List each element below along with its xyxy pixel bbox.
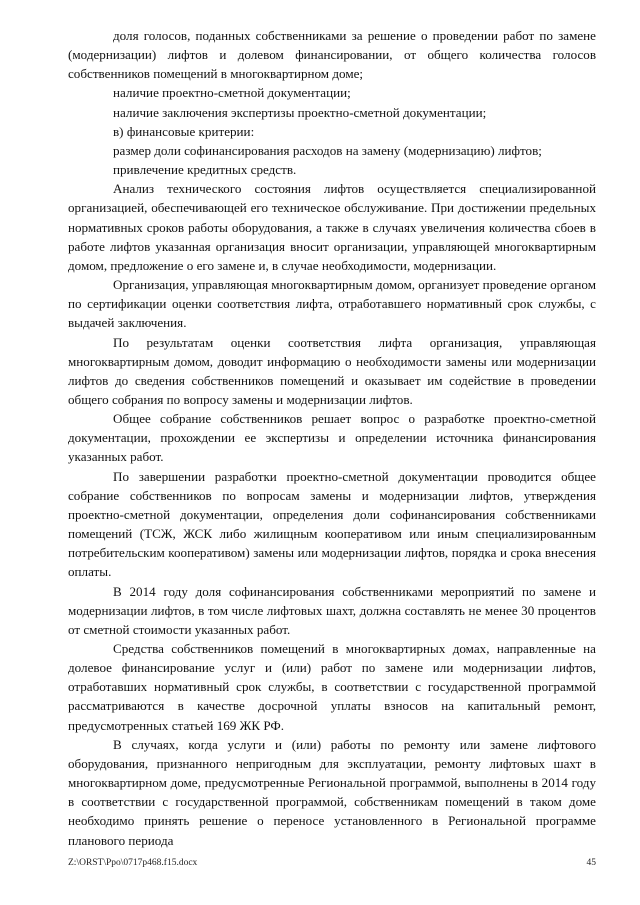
paragraph: По результатам оценки соответствия лифта организация, управляющая многоквартирным домом, доводит информацию о необходимости замены или модернизации лифтов до сведения собственников помещений и оказывает им содействие в проведении общего собрания по вопросу замены и модернизации лифтов. [68,334,596,407]
paragraph: размер доли софинансирования расходов на замену (модернизацию) лифтов; [113,142,542,158]
paragraph: доля голосов, поданных собственниками за решение о проведении работ по замене (модернизации) лифтов и долевом финансировании, от общего количества голосов собственников помещений в многоквартирном доме; [68,28,596,82]
paragraph: В случаях, когда услуги и (или) работы по ремонту или замене лифтового оборудования, признанного непригодным для эксплуатации, ремонту лифтовых шахт в многоквартирном доме, предусмотренные Региональной программой, выполнены в 2014 году в соответствии с государственной программой, собственникам помещений в таком доме необходимо принять решение о переносе установленного в Региональной программе планового периода [68,736,596,848]
paragraph: В 2014 году доля софинансирования собственниками мероприятий по замене и модернизации лифтов, в том числе лифтовых шахт, должна составлять не менее 30 процентов от сметной стоимости указанных работ. [68,583,596,637]
paragraph: наличие заключения экспертизы проектно-сметной документации; [113,104,487,120]
paragraph: По завершении разработки проектно-сметной документации проводится общее собрание собственников по вопросам замены и модернизации лифтов, утверждения проектно-сметной документации, определения доли софинансирования собственниками помещений (ТСЖ, ЖСК либо жилищным кооперативом или иным специализированным потребительским кооперативом) замены или модернизации лифтов, порядка и срока внесения оплаты. [68,468,596,580]
paragraph: Средства собственников помещений в многоквартирных домах, направленные на долевое финансирование услуг и (или) работ по замене или модернизации лифтов, отработавших нормативный срок службы, в соответствии с государственной программой рассматриваются в качестве досрочной уплаты взносов на капитальный ремонт, предусмотренных статьей 169 ЖК РФ. [68,641,596,733]
paragraph: наличие проектно-сметной документации; [113,85,351,101]
page-number: 45 [586,858,596,868]
footer-file-path: Z:\ORST\Ppo\0717p468.f15.docx [68,858,198,868]
paragraph: Общее собрание собственников решает вопрос о разработке проектно-сметной документации, прохождении ее экспертизы и определении источника финансирования указанных работ. [68,411,596,465]
paragraph: Организация, управляющая многоквартирным домом, организует проведение органом по сертификации оценки соответствия лифта, отработавшего нормативный срок службы, с выдачей заключения. [68,277,596,331]
paragraph: в) финансовые критерии: [113,123,255,139]
document-body [68,26,596,850]
paragraph: привлечение кредитных средств. [113,162,297,178]
paragraph: Анализ технического состояния лифтов осуществляется специализированной организацией, обеспечивающей его техническое обслуживание. При достижении предельных нормативных сроков работы оборудования, а также в случаях увеличения количества сбоев в работе лифтов указанная организация вносит организации, управляющей многоквартирным домом, предложение о его замене и, в случае необходимости, модернизации. [68,181,596,273]
